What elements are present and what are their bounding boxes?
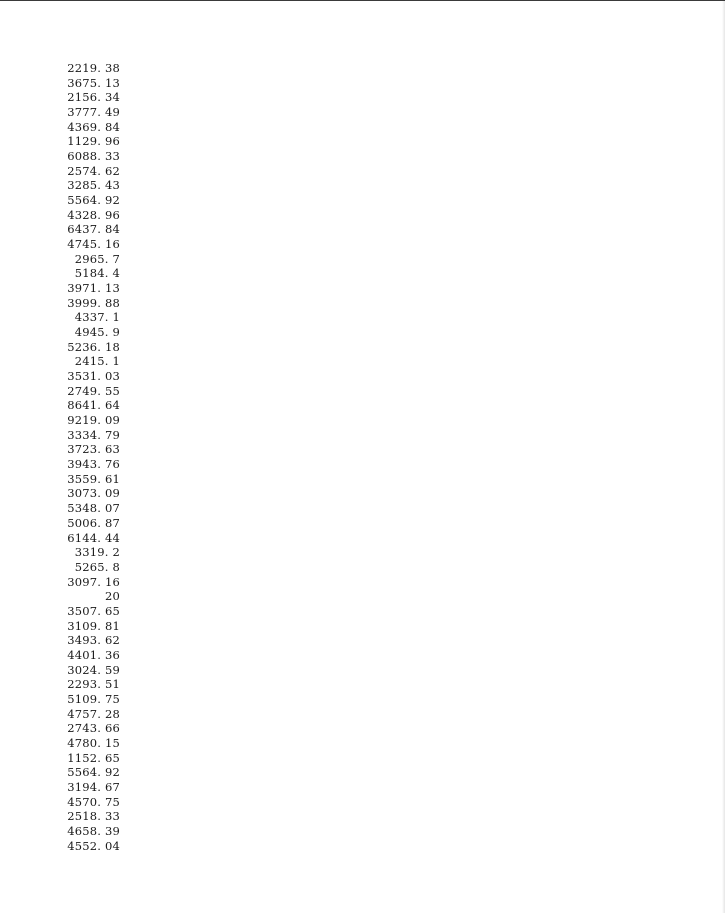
value-cell: 5564. 92 [67, 765, 120, 780]
value-cell: 4780. 15 [67, 735, 120, 750]
value-cell: 3943. 76 [67, 457, 120, 472]
value-cell: 3675. 13 [67, 75, 120, 90]
value-cell: 4369. 84 [67, 119, 120, 134]
value-cell: 1129. 96 [67, 134, 120, 149]
value-cell: 3723. 63 [67, 442, 120, 457]
value-cell: 2965. 7 [74, 251, 120, 266]
value-cell: 8641. 64 [67, 398, 120, 413]
value-cell: 2219. 38 [67, 61, 120, 75]
value-cell: 20 [104, 589, 120, 604]
value-cell: 2156. 34 [67, 90, 120, 105]
value-cell: 5184. 4 [74, 266, 120, 281]
value-cell: 2574. 62 [67, 163, 120, 178]
value-cell: 3097. 16 [67, 574, 120, 589]
value-cell: 3194. 67 [67, 779, 120, 794]
value-cell: 3285. 43 [67, 178, 120, 193]
value-cell: 2415. 1 [74, 354, 120, 369]
value-cell: 4401. 36 [67, 647, 120, 662]
value-cell: 2518. 33 [67, 809, 120, 824]
value-cell: 3319. 2 [74, 545, 120, 560]
value-cell: 3334. 79 [67, 427, 120, 442]
value-cell: 3971. 13 [67, 281, 120, 296]
value-cell: 3531. 03 [67, 369, 120, 384]
value-cell: 4757. 28 [67, 706, 120, 721]
value-cell: 4337. 1 [74, 310, 120, 325]
value-cell: 3559. 61 [67, 471, 120, 486]
value-cell: 9219. 09 [67, 413, 120, 428]
value-column [60, 61, 120, 853]
value-cell: 4328. 96 [67, 207, 120, 222]
value-cell: 5265. 8 [74, 559, 120, 574]
value-cell: 5006. 87 [67, 515, 120, 530]
value-cell: 6088. 33 [67, 149, 120, 164]
value-cell: 4658. 39 [67, 823, 120, 838]
value-cell: 5348. 07 [67, 501, 120, 516]
value-cell: 3777. 49 [67, 105, 120, 120]
value-cell: 3507. 65 [67, 603, 120, 618]
value-cell: 5236. 18 [67, 339, 120, 354]
value-cell: 4570. 75 [67, 794, 120, 809]
value-cell: 4745. 16 [67, 237, 120, 252]
value-cell: 2749. 55 [67, 383, 120, 398]
value-cell: 1152. 65 [67, 750, 120, 765]
value-cell: 3024. 59 [67, 662, 120, 677]
value-cell: 2743. 66 [67, 721, 120, 736]
value-cell: 5564. 92 [67, 193, 120, 208]
value-cell: 4552. 04 [67, 838, 120, 853]
value-cell: 4945. 9 [74, 325, 120, 340]
value-cell: 3073. 09 [67, 486, 120, 501]
value-cell: 6437. 84 [67, 222, 120, 237]
value-cell: 5109. 75 [67, 691, 120, 706]
value-cell: 3999. 88 [67, 295, 120, 310]
value-cell: 3493. 62 [67, 633, 120, 648]
value-cell: 6144. 44 [67, 530, 120, 545]
value-cell: 2293. 51 [67, 677, 120, 692]
value-cell: 3109. 81 [67, 618, 120, 633]
